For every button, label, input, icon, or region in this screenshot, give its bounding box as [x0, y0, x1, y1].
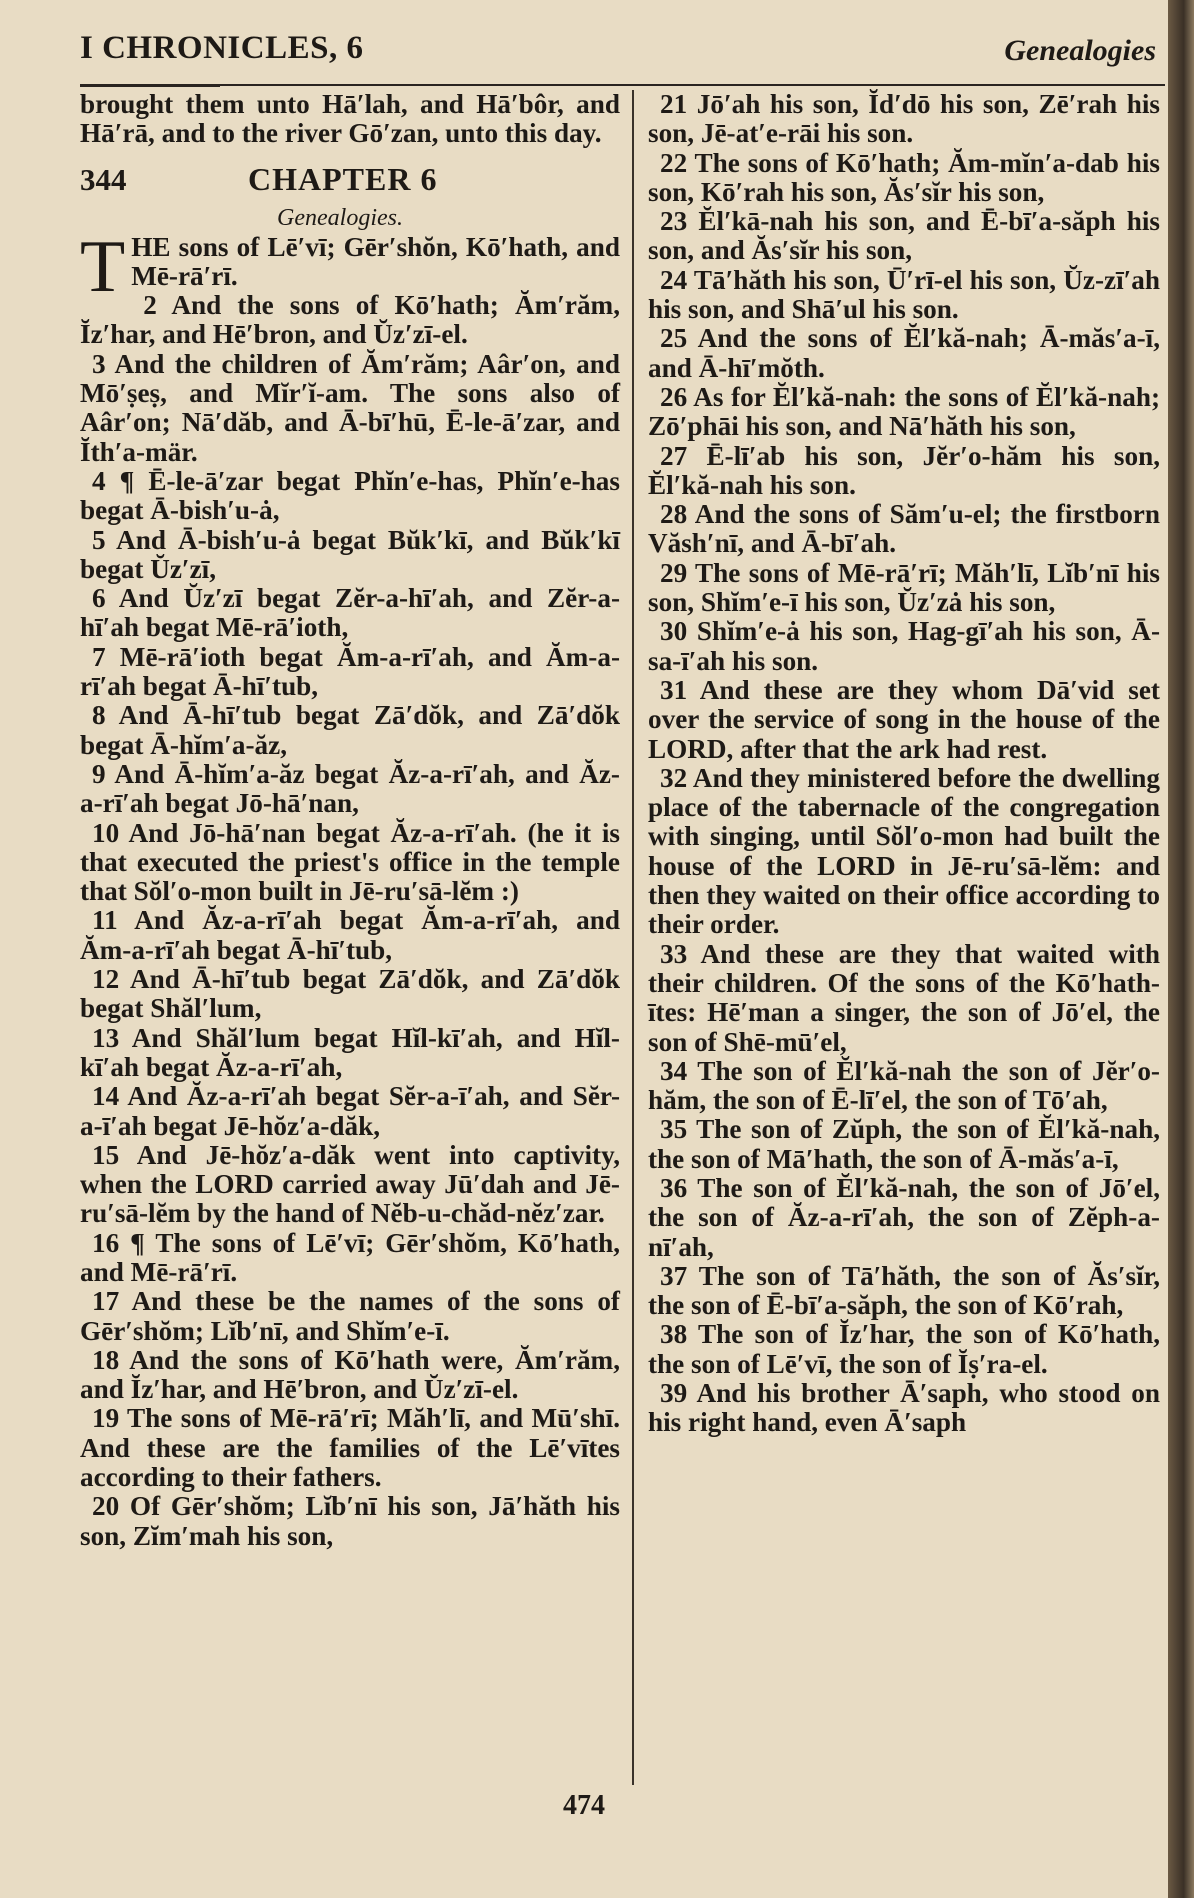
verse: 39 And his brother Ā′saph, who stood on his right hand, even Ā′saph: [648, 1378, 1160, 1438]
verse: 3 And the children of Ăm′răm; Aâr′on, and Mō′ṣeṣ, and Mĭr′ĭ-am. The sons also of Aâr′on; Nā′dăb, and Ā-bī′hū, Ē-le-ā′zar, and Ĭth′a-mär.: [80, 348, 620, 467]
verse: 16 ¶ The sons of Lē′vī; Gēr′shŏm, Kō′hath, and Mē-rā′rī.: [80, 1227, 620, 1287]
verse: 36 The son of Ĕl′kă-nah, the son of Jō′el, the son of Ăz-a-rī′ah, the son of Zĕph-a-nī′ah,: [648, 1172, 1160, 1262]
verse: [80, 225, 620, 308]
verse: 34 The son of Ĕl′kă-nah the son of Jĕr′o-hăm, the son of Ē-lī′el, the son of Tō′ah,: [648, 1055, 1160, 1116]
verse: 31 And these are they whom Dā′vid set over the service of song in the house of the LORD, after that the ark had rest.: [648, 674, 1160, 764]
verse: 15 And Jē-hŏz′a-dăk went into captivity, when the LORD carried away Jū′dah and Jē-ru′sā-lĕm by the hand of Nĕb-u-chăd-nĕz′zar.: [80, 1139, 620, 1229]
book-page-edge: [1168, 0, 1194, 1898]
verse: 18 And the sons of Kō′hath were, Ăm′răm, and Ĭz′har, and Hē′bron, and Ŭz′zī-el.: [80, 1344, 620, 1405]
chapter-heading: [80, 159, 620, 203]
verse: 37 The son of Tā′hăth, the son of Ăs′sĭr, the son of Ē-bī′a-săph, the son of Kō′rah,: [648, 1260, 1160, 1321]
verse: 7 Mē-rā′ioth begat Ăm-a-rī′ah, and Ăm-a-rī′ah begat Ā-hī′tub,: [80, 641, 620, 702]
left-column: [80, 90, 620, 1551]
verse: 17 And these be the names of the sons of Gēr′shŏm; Lĭb′nī, and Shĭm′e-ī.: [80, 1286, 620, 1346]
verse: 20 Of Gēr′shŏm; Lĭb′nī his son, Jā′hăth his son, Zĭm′mah his son,: [80, 1491, 620, 1551]
verse: 8 And Ā-hī′tub begat Zā′dŏk, and Zā′dŏk begat Ā-hĭm′a-ăz,: [80, 700, 620, 760]
verse: 11 And Ăz-a-rī′ah begat Ăm-a-rī′ah, and Ăm-a-rī′ah begat Ā-hī′tub,: [80, 905, 620, 965]
verse: 32 And they ministered before the dwelling place of the tabernacle of the congregation with singing, until Sŏl′o-mon had built the house of the LORD in Jē-ru′sā-lĕm: and then they waited on their office according to their order.: [648, 762, 1160, 940]
verse: 4 ¶ Ē-le-ā′zar begat Phĭn′e-has, Phĭn′e-has begat Ā-bish′u-ȧ,: [80, 465, 620, 526]
verse: 38 The son of Ĭz′har, the son of Kō′hath, the son of Lē′vī, the son of Ĭṣ′ra-el.: [648, 1319, 1160, 1379]
verse: 14 And Ăz-a-rī′ah begat Sĕr-a-ī′ah, and Sĕr-a-ī′ah begat Jē-hŏz′a-dăk,: [80, 1081, 620, 1141]
right-column: [648, 90, 1160, 1438]
verse: 6 And Ŭz′zī begat Zĕr-a-hī′ah, and Zĕr-a-hī′ah begat Mē-rā′ioth,: [80, 583, 620, 643]
chapter-margin-number: 344: [80, 161, 127, 197]
section-heading: Genealogies: [1004, 34, 1156, 67]
verse: 26 As for Ĕl′kă-nah: the sons of Ĕl′kă-nah; Zō′phāi his son, and Nā′hăth his son,: [648, 381, 1160, 442]
verse: 25 And the sons of Ĕl′kă-nah; Ā-măs′a-ī, and Ā-hī′mŏth.: [648, 323, 1160, 383]
verse: 23 Ĕl′kā-nah his son, and Ē-bī′a-săph his son, and Ăs′sĭr his son,: [648, 206, 1160, 266]
book-chapter-heading: I CHRONICLES, 6: [80, 30, 364, 66]
verse: 22 The sons of Kō′hath; Ăm-mĭn′a-dab his son, Kō′rah his son, Ăs′sĭr his son,: [648, 147, 1160, 207]
page-number: 474: [563, 1790, 605, 1821]
verse: 30 Shĭm′e-ȧ his son, Hag-gī′ah his son, Ā-sa-ī′ah his son.: [648, 616, 1160, 676]
verse: 27 Ē-lī′ab his son, Jĕr′o-hăm his son, Ĕl′kă-nah his son.: [648, 440, 1160, 500]
verse: 35 The son of Zŭph, the son of Ĕl′kă-nah, the son of Mā′hath, the son of Ā-măs′a-ī,: [648, 1114, 1160, 1174]
verse: 21 Jō′ah his son, Ĭd′dō his son, Zē′rah his son, Jē-at′e-rāi his son.: [648, 89, 1160, 149]
drop-cap: T: [80, 225, 126, 308]
column-divider: [632, 90, 634, 1785]
running-head: [80, 30, 1156, 80]
chapter-subtitle: Genealogies.: [277, 204, 403, 231]
verse: 29 The sons of Mē-rā′rī; Măh′lī, Lĭb′nī his son, Shĭm′e-ī his son, Ŭz′zȧ his son,: [648, 557, 1160, 618]
verse: 19 The sons of Mē-rā′rī; Măh′lī, and Mū′shī. And these are the families of the Lē′vītes according to their fathers.: [80, 1403, 620, 1493]
verse: 10 And Jō-hā′nan begat Ăz-a-rī′ah. (he it is that executed the priest's office in the temple that Sŏl′o-mon built in Jē-ru′sā-lĕm :): [80, 817, 620, 907]
verse: 13 And Shăl′lum begat Hĭl-kī′ah, and Hĭl-kī′ah begat Ăz-a-rī′ah,: [80, 1022, 620, 1082]
chapter-title: CHAPTER 6: [248, 160, 438, 197]
verse: 33 And these are they that waited with their children. Of the sons of the Kō′hath-ītes: Hē′man a singer, the son of Jō′el, the son of Shē-mū′el,: [648, 938, 1160, 1057]
verse: 9 And Ā-hĭm′a-ăz begat Ăz-a-rī′ah, and Ăz-a-rī′ah begat Jō-hā′nan,: [80, 758, 620, 819]
verse: 2 And the sons of Kō′hath; Ăm′răm, Ĭz′har, and Hē′bron, and Ŭz′zī-el.: [80, 290, 620, 350]
verse-1-text: HE sons of Lē′vī; Gēr′shŏn, Kō′hath, and Mē-rā′rī.: [131, 231, 620, 291]
header-rule-accent: [80, 84, 220, 87]
verse: 28 And the sons of Săm′u-el; the firstborn Văsh′nī, and Ā-bī′ah.: [648, 499, 1160, 559]
verse: 24 Tā′hăth his son, Ū′rī-el his son, Ŭz-zī′ah his son, and Shā′ul his son.: [648, 264, 1160, 325]
verse: 12 And Ā-hī′tub begat Zā′dŏk, and Zā′dŏk begat Shăl′lum,: [80, 964, 620, 1024]
verse: 5 And Ā-bish′u-ȧ begat Bŭk′kī, and Bŭk′kī begat Ŭz′zī,: [80, 524, 620, 584]
carryover-verse: brought them unto Hā′lah, and Hā′bôr, and Hā′rā, and to the river Gō′zan, unto this day.: [80, 89, 620, 149]
header-rule: [80, 84, 1165, 86]
